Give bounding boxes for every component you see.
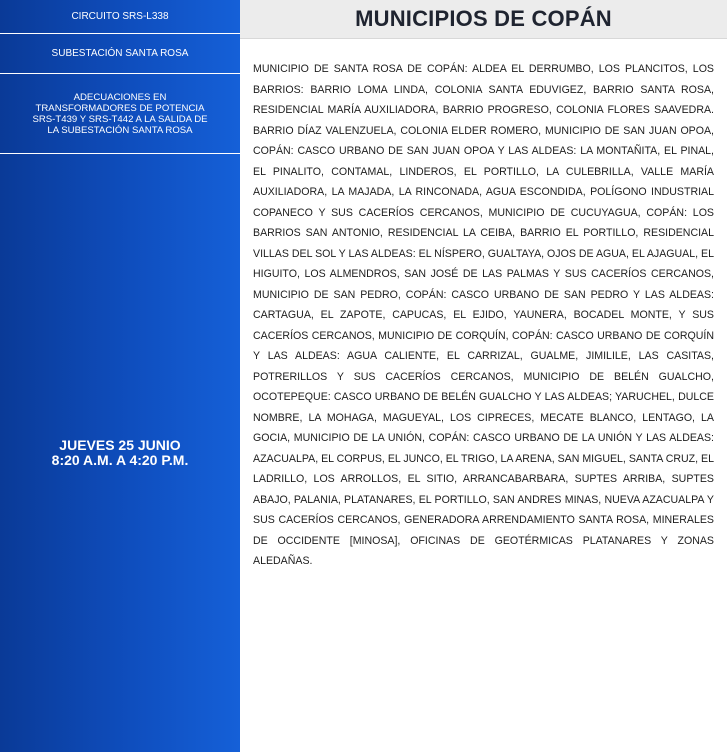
works-line: SRS-T439 Y SRS-T442 A LA SALIDA DE	[32, 113, 208, 125]
affected-areas-panel	[240, 0, 727, 752]
outage-schedule	[0, 154, 240, 752]
outage-sidebar	[0, 0, 240, 752]
works-line: TRANSFORMADORES DE POTENCIA	[35, 102, 205, 114]
panel-title	[240, 0, 727, 39]
works-line: LA SUBESTACIÓN SANTA ROSA	[47, 124, 193, 136]
works-line: ADECUACIONES EN	[73, 91, 167, 103]
panel-title-text: MUNICIPIOS DE COPÁN	[355, 6, 612, 31]
affected-areas-text: MUNICIPIO DE SANTA ROSA DE COPÁN: ALDEA EL DERRUMBO, LOS PLANCITOS, LOS BARRIOS: BARRIO LOMA LINDA, COLONIA SANTA EDUVIGEZ, BARRIO SANTA ROSA, RESIDENCIAL MARÍA AUXILIADORA, BARRIO PROGRESO, COLONIA FLORES SAAVEDRA. BARRIO DÍAZ VALENZUELA, COLONIA ELDER ROMERO, MUNICIPIO DE SAN JUAN OPOA, COPÁN: CASCO URBANO DE SAN JUAN OPOA Y LAS ALDEAS: LA MONTAÑITA, EL PINAL, EL PINALITO, CONTAMAL, LINDEROS, EL PORTILLO, LA CULEBRILLA, VALLE MARÍA AUXILIADORA, LA MAJADA, LA RINCONADA, AGUA ESCONDIDA, POLÍGONO INDUSTRIAL COPANECO Y SUS CACERÍOS CERCANOS, MUNICIPIO DE CUCUYAGUA, COPÁN: LOS BARRIOS SAN ANTONIO, RESIDENCIAL LA CEIBA, BARRIO EL PORTILLO, RESIDENCIAL VILLAS DEL SOL Y LAS ALDEAS: EL NÍSPERO, GUALTAYA, OJOS DE AGUA, EL AJAGUAL, EL HIGUITO, LOS ALMENDROS, SAN JOSÉ DE LAS PALMAS Y SUS CACERÍOS CERCANOS, MUNICIPIO DE SAN PEDRO, COPÁN: CASCO URBANO DE SAN PEDRO Y LAS ALDEAS: CARTAGUA, EL ZAPOTE, CAPUCAS, EL EJIDO, YAUNERA, BOCADEL MONTE, Y SUS CACERÍOS CERCANOS, MUNICIPIO DE CORQUÍN, COPÁN: CASCO URBANO DE CORQUÍN Y LAS ALDEAS: AGUA CALIENTE, EL CARRIZAL, GUALME, JIMILILE, LAS CASITAS, POTRERILLOS Y SUS CACERÍOS CERCANOS, MUNICIPIO DE BELÉN GUALCHO, OCOTEPEQUE: CASCO URBANO DE BELÉN GUALCHO Y LAS ALDEAS; YARUCHEL, DULCE NOMBRE, LA MOHAGA, MAGUEYAL, LOS CIPRECES, MECATE BLANCO, LENTAGO, LA GOCIA, MUNICIPIO DE LA UNIÓN, COPÁN: CASCO URBANO DE LA UNIÓN Y LAS ALDEAS: AZACUALPA, EL CORPUS, EL JUNCO, EL TRIGO, LA ARENA, SAN MIGUEL, SANTA CRUZ, EL LADRILLO, LOS ARROLLOS, EL SITIO, ARRANCABARBARA, SUPTES ARRIBA, SUPTES ABAJO, PALANIA, PLATANARES, EL PORTILLO, SAN ANDRES MINAS, NUEVA AZACUALPA Y SUS CACERÍOS CERCANOS, GENERADORA ARRENDAMIENTO SANTA ROSA, MINERALES DE OCCIDENTE [MINOSA], OFICINAS DE GEOTÉRMICAS PLATANARES Y ZONAS ALEDAÑAS.	[253, 63, 714, 567]
schedule-time: 8:20 A.M. A 4:20 P.M.	[51, 452, 189, 468]
substation-label	[0, 34, 240, 74]
circuit-text: CIRCUITO SRS-L338	[71, 11, 169, 22]
works-description	[0, 74, 240, 154]
schedule-date: JUEVES 25 JUNIO	[59, 437, 181, 453]
substation-text: SUBESTACIÓN SANTA ROSA	[51, 48, 189, 59]
circuit-label	[0, 0, 240, 34]
